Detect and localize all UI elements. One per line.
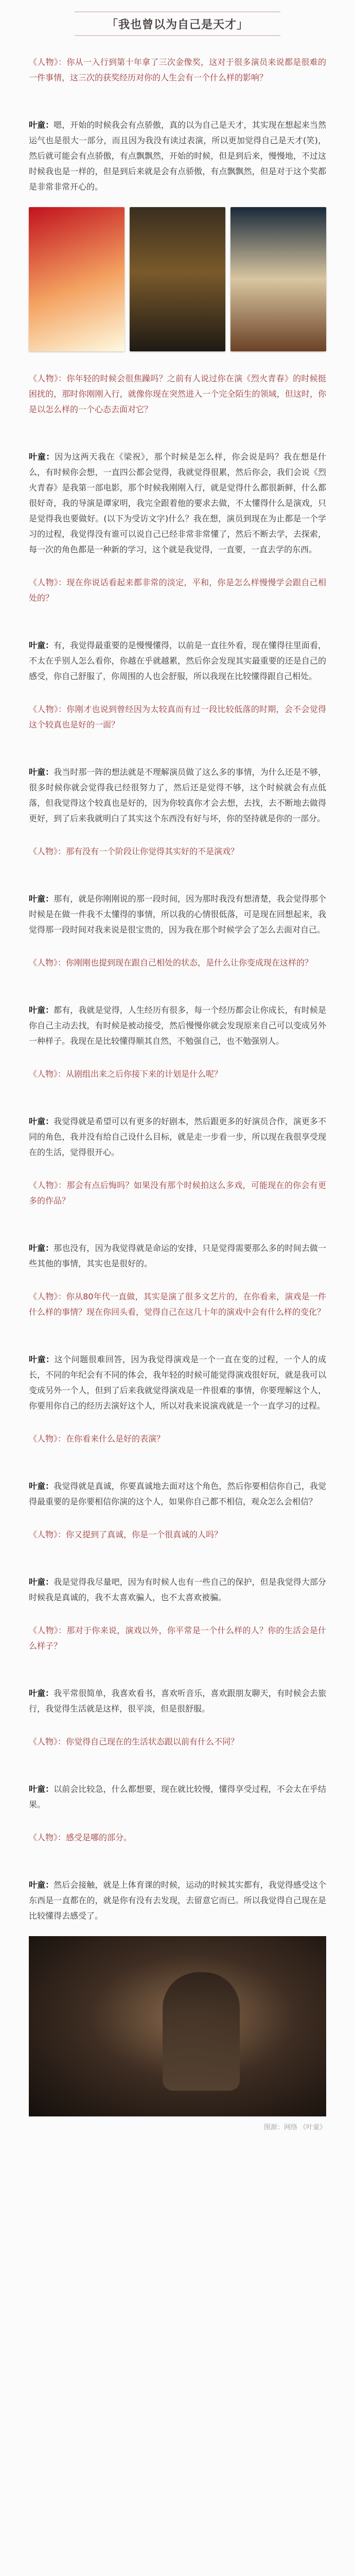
speaker-label: 叶童： bbox=[29, 1354, 55, 1364]
article-body bbox=[29, 49, 326, 2116]
answer-text: 叶童：我平常很简单，我喜欢看书，喜欢听音乐，喜欢跟朋友聊天，有时候会去旅行，我觉得生活就是这样，很平淡，但是很舒服。 bbox=[29, 1688, 326, 1714]
answer-text: 叶童：我觉得就是真诚，你要真诚地去面对这个角色，然后你要相信你自己，我觉得最重要的是你要相信你演的这个人，如果你自己都不相信，观众怎么会相信？ bbox=[29, 1481, 326, 1506]
speaker-label: 叶童： bbox=[29, 1005, 54, 1015]
question-text: 《人物》：那有没有一个阶段让你觉得其实好的不是演戏？ bbox=[29, 846, 239, 856]
interview-question bbox=[29, 839, 326, 877]
question-text: 《人物》：现在你说话看起来都非常的淡定，平和，你是怎么样慢慢学会跟自己相处的？ bbox=[29, 578, 326, 603]
question-text: 《人物》：你从80年代一直做，其实是演了很多文艺片的，在你看来，演戏是一件什么样的事情？现在你回头看，觉得自己在这几十年的演戏中会有什么样的变化？ bbox=[29, 1292, 326, 1317]
speaker-label: 叶童： bbox=[29, 1243, 54, 1253]
interview-question bbox=[29, 570, 326, 623]
speaker-label: 叶童： bbox=[29, 120, 54, 130]
speaker-label: 叶童： bbox=[29, 1688, 54, 1698]
answer-text: 叶童：那有，就是你刚刚说的那一段时间，因为那时我没有想清楚，我会觉得那个时候是在做一件我不太懂得的事情，所以我的心情很低落，可是现在回想起来，我觉得那一段时间对我来说是很宝贵的，因为我在那个时候学会了怎么去面对自己。 bbox=[29, 894, 326, 935]
answer-text: 叶童：嗯，开始的时候我会有点骄傲，真的以为自己是天才，其实现在想起来当然运气也是很大一部分，而且因为我没有读过表演，所以更加觉得自己是天才(笑)，然后就可能会有点骄傲，有点飘飘然，开始的时候，但是到后来，慢慢地，不过这时候我也是一样的，但是到后来就是会有点骄傲，有点飘飘然，但是对于这个奖都是非常非常开心的。 bbox=[29, 120, 326, 192]
interview-question bbox=[29, 1426, 326, 1464]
question-text: 《人物》：你刚才也说到曾经因为太较真而有过一段比较低落的时期，会不会觉得这个较真也是好的一面？ bbox=[29, 704, 326, 730]
question-text: 《人物》：在你看来什么是好的表演？ bbox=[29, 1434, 165, 1444]
film-poster-image bbox=[230, 207, 326, 351]
answer-text: 叶童：我是觉得我尽量吧，因为有时候人也有一些自己的保护，但是我觉得大部分时候我是真诚的，我不太喜欢骗人，也不太喜欢被骗。 bbox=[29, 1577, 326, 1602]
interview-question bbox=[29, 1825, 326, 1863]
silhouette-figure bbox=[163, 1972, 240, 2091]
question-text: 《人物》：你刚刚也提到现在跟自己相处的状态，是什么让你变成现在这样的？ bbox=[29, 958, 313, 968]
interview-question bbox=[29, 49, 326, 103]
page-title: 「我也曾以为自己是天才」 bbox=[75, 11, 280, 36]
answer-text: 叶童：因为这两天我在《梁祝》，那个时候是怎么样，你会说是吗？我在想是什么，有时候你会想，一直四公都会觉得，我就觉得很累，然后你会，我们会说《烈火青春》是我第一部电影，那个时候我刚刚入行，就是觉得什么都很新鲜，什么都很好奇，我的导演是谭家明，我完全跟着他的要求去做，不太懂得什么是演戏，只是觉得我也要做好。(以下为受访文字)什么？我在想，演员到现在为止都是一个学习的过程，我觉得没有谁可以说自己已经非常非常懂了，然后不断去学，去探索，每一次的角色都是一种新的学习，这个就是我觉得，一直要，一直去学的东西。 bbox=[29, 452, 326, 554]
speaker-label: 叶童： bbox=[29, 1481, 54, 1491]
answer-text: 叶童：那也没有，因为我觉得就是命运的安排，只是觉得需要那么多的时间去做一些其他的事情，其实也是很好的。 bbox=[29, 1243, 326, 1268]
question-text: 《人物》：你年轻的时候会很焦躁吗？之前有人说过你在演《烈火青春》的时候挺困扰的，那时你刚刚入行，就像你现在突然进入一个完全陌生的领域，但这时，你是以怎么样的一个心态去面对它？ bbox=[29, 374, 326, 414]
interview-question bbox=[29, 697, 326, 750]
speaker-label: 叶童： bbox=[29, 894, 54, 904]
speaker-label: 叶童： bbox=[29, 1784, 54, 1794]
speaker-label: 叶童： bbox=[29, 452, 55, 462]
answer-text: 叶童：然后会接触，就是上体育课的时候，运动的时候其实都有，我觉得感受这个东西是一直都在的，就是你有没有去发现，去留意它而已。所以我觉得自己现在是比较懂得去感受了。 bbox=[29, 1880, 326, 1921]
interview-question bbox=[29, 1173, 326, 1226]
film-still-image bbox=[29, 1936, 326, 2116]
film-poster-image bbox=[130, 207, 225, 351]
speaker-label: 叶童： bbox=[29, 640, 54, 650]
speaker-label: 叶童： bbox=[29, 1880, 54, 1890]
interview-question bbox=[29, 1061, 326, 1099]
answer-text: 叶童：以前会比较急，什么都想要，现在就比较慢，懂得享受过程，不会太在乎结果。 bbox=[29, 1784, 326, 1809]
speaker-label: 叶童： bbox=[29, 1577, 54, 1587]
answer-text: 叶童：这个问题很难回答，因为我觉得演戏是一个一直在变的过程，一个人的成长，不同的年纪会有不同的体会，我年轻的时候可能觉得演戏很好玩，就是我可以变成另外一个人，但到了后来我就觉得演戏是一件很难的事情，你要理解这个人，你要用你自己的经历去演好这个人，所以对我来说演戏就是一个一直学习的过程。 bbox=[29, 1354, 326, 1411]
image-credit: 图源：网络 《叶童》 bbox=[263, 2124, 326, 2131]
speaker-label: 叶童： bbox=[29, 767, 54, 777]
answer-text: 叶童：我当时那一阵的想法就是不理解演员做了这么多的事情，为什么还是不够，很多时候你就会觉得我已经很努力了，然后还是觉得不够，这个时候就会有点低落，但我觉得这个较真也是好的，因为你较真你才会去想，去找，去不断地去做得更好，到了后来我就明白了其实这个东西没有好与坏，你的坚持就是你的一部分。 bbox=[29, 767, 326, 823]
question-text: 《人物》：那对于你来说，演戏以外，你平常是一个什么样的人？你的生活会是什么样子？ bbox=[29, 1625, 326, 1651]
interview-question bbox=[29, 1729, 326, 1767]
answer-text: 叶童：都有，我就是觉得，人生经历有很多，每一个经历都会让你成长，有时候是你自己主动去找，有时候是被动接受，然后慢慢你就会发现原来自己可以变成另外一种样子。我现在是比较懂得顺其自然，不勉强自己，也不勉强别人。 bbox=[29, 1005, 326, 1046]
interview-question bbox=[29, 1284, 326, 1337]
interview-question bbox=[29, 950, 326, 988]
answer-text: 叶童：有，我觉得最重要的是慢慢懂得，以前是一直往外看，现在懂得往里面看，不太在乎别人怎么看你，你越在乎就越累，然后你会发现其实最重要的还是自己的感受，你自己舒服了，你周围的人也会舒服，所以我现在比较懂得跟自己相处。 bbox=[29, 640, 326, 681]
question-text: 《人物》：那会有点后悔吗？如果没有那个时候拍这么多戏，可能现在的你会有更多的作品？ bbox=[29, 1180, 326, 1206]
article bbox=[0, 11, 355, 2162]
interview-question bbox=[29, 366, 326, 435]
answer-text: 叶童：我觉得就是希望可以有更多的好剧本，然后跟更多的好演员合作，演更多不同的角色，我并没有给自己设什么目标，就是走一步看一步，所以现在我很享受现在的生活，觉得很开心。 bbox=[29, 1116, 326, 1157]
interview-question bbox=[29, 1618, 326, 1671]
interview-question bbox=[29, 1522, 326, 1560]
question-text: 《人物》：感受是哪的部分。 bbox=[29, 1833, 132, 1842]
question-text: 《人物》：你从一入行到第十年拿了三次金像奖，这对于很多演员来说都是很难的一件事情，这三次的获奖经历对你的人生会有一个什么样的影响？ bbox=[29, 57, 326, 82]
film-poster-image bbox=[29, 207, 125, 351]
question-text: 《人物》：你又提到了真诚，你是一个很真诚的人吗？ bbox=[29, 1530, 223, 1539]
question-text: 《人物》：你觉得自己现在的生活状态跟以前有什么不同？ bbox=[29, 1737, 239, 1747]
question-text: 《人物》：从剧组出来之后你接下来的计划是什么呢？ bbox=[29, 1069, 223, 1079]
speaker-label: 叶童： bbox=[29, 1116, 54, 1126]
film-posters bbox=[29, 207, 326, 351]
